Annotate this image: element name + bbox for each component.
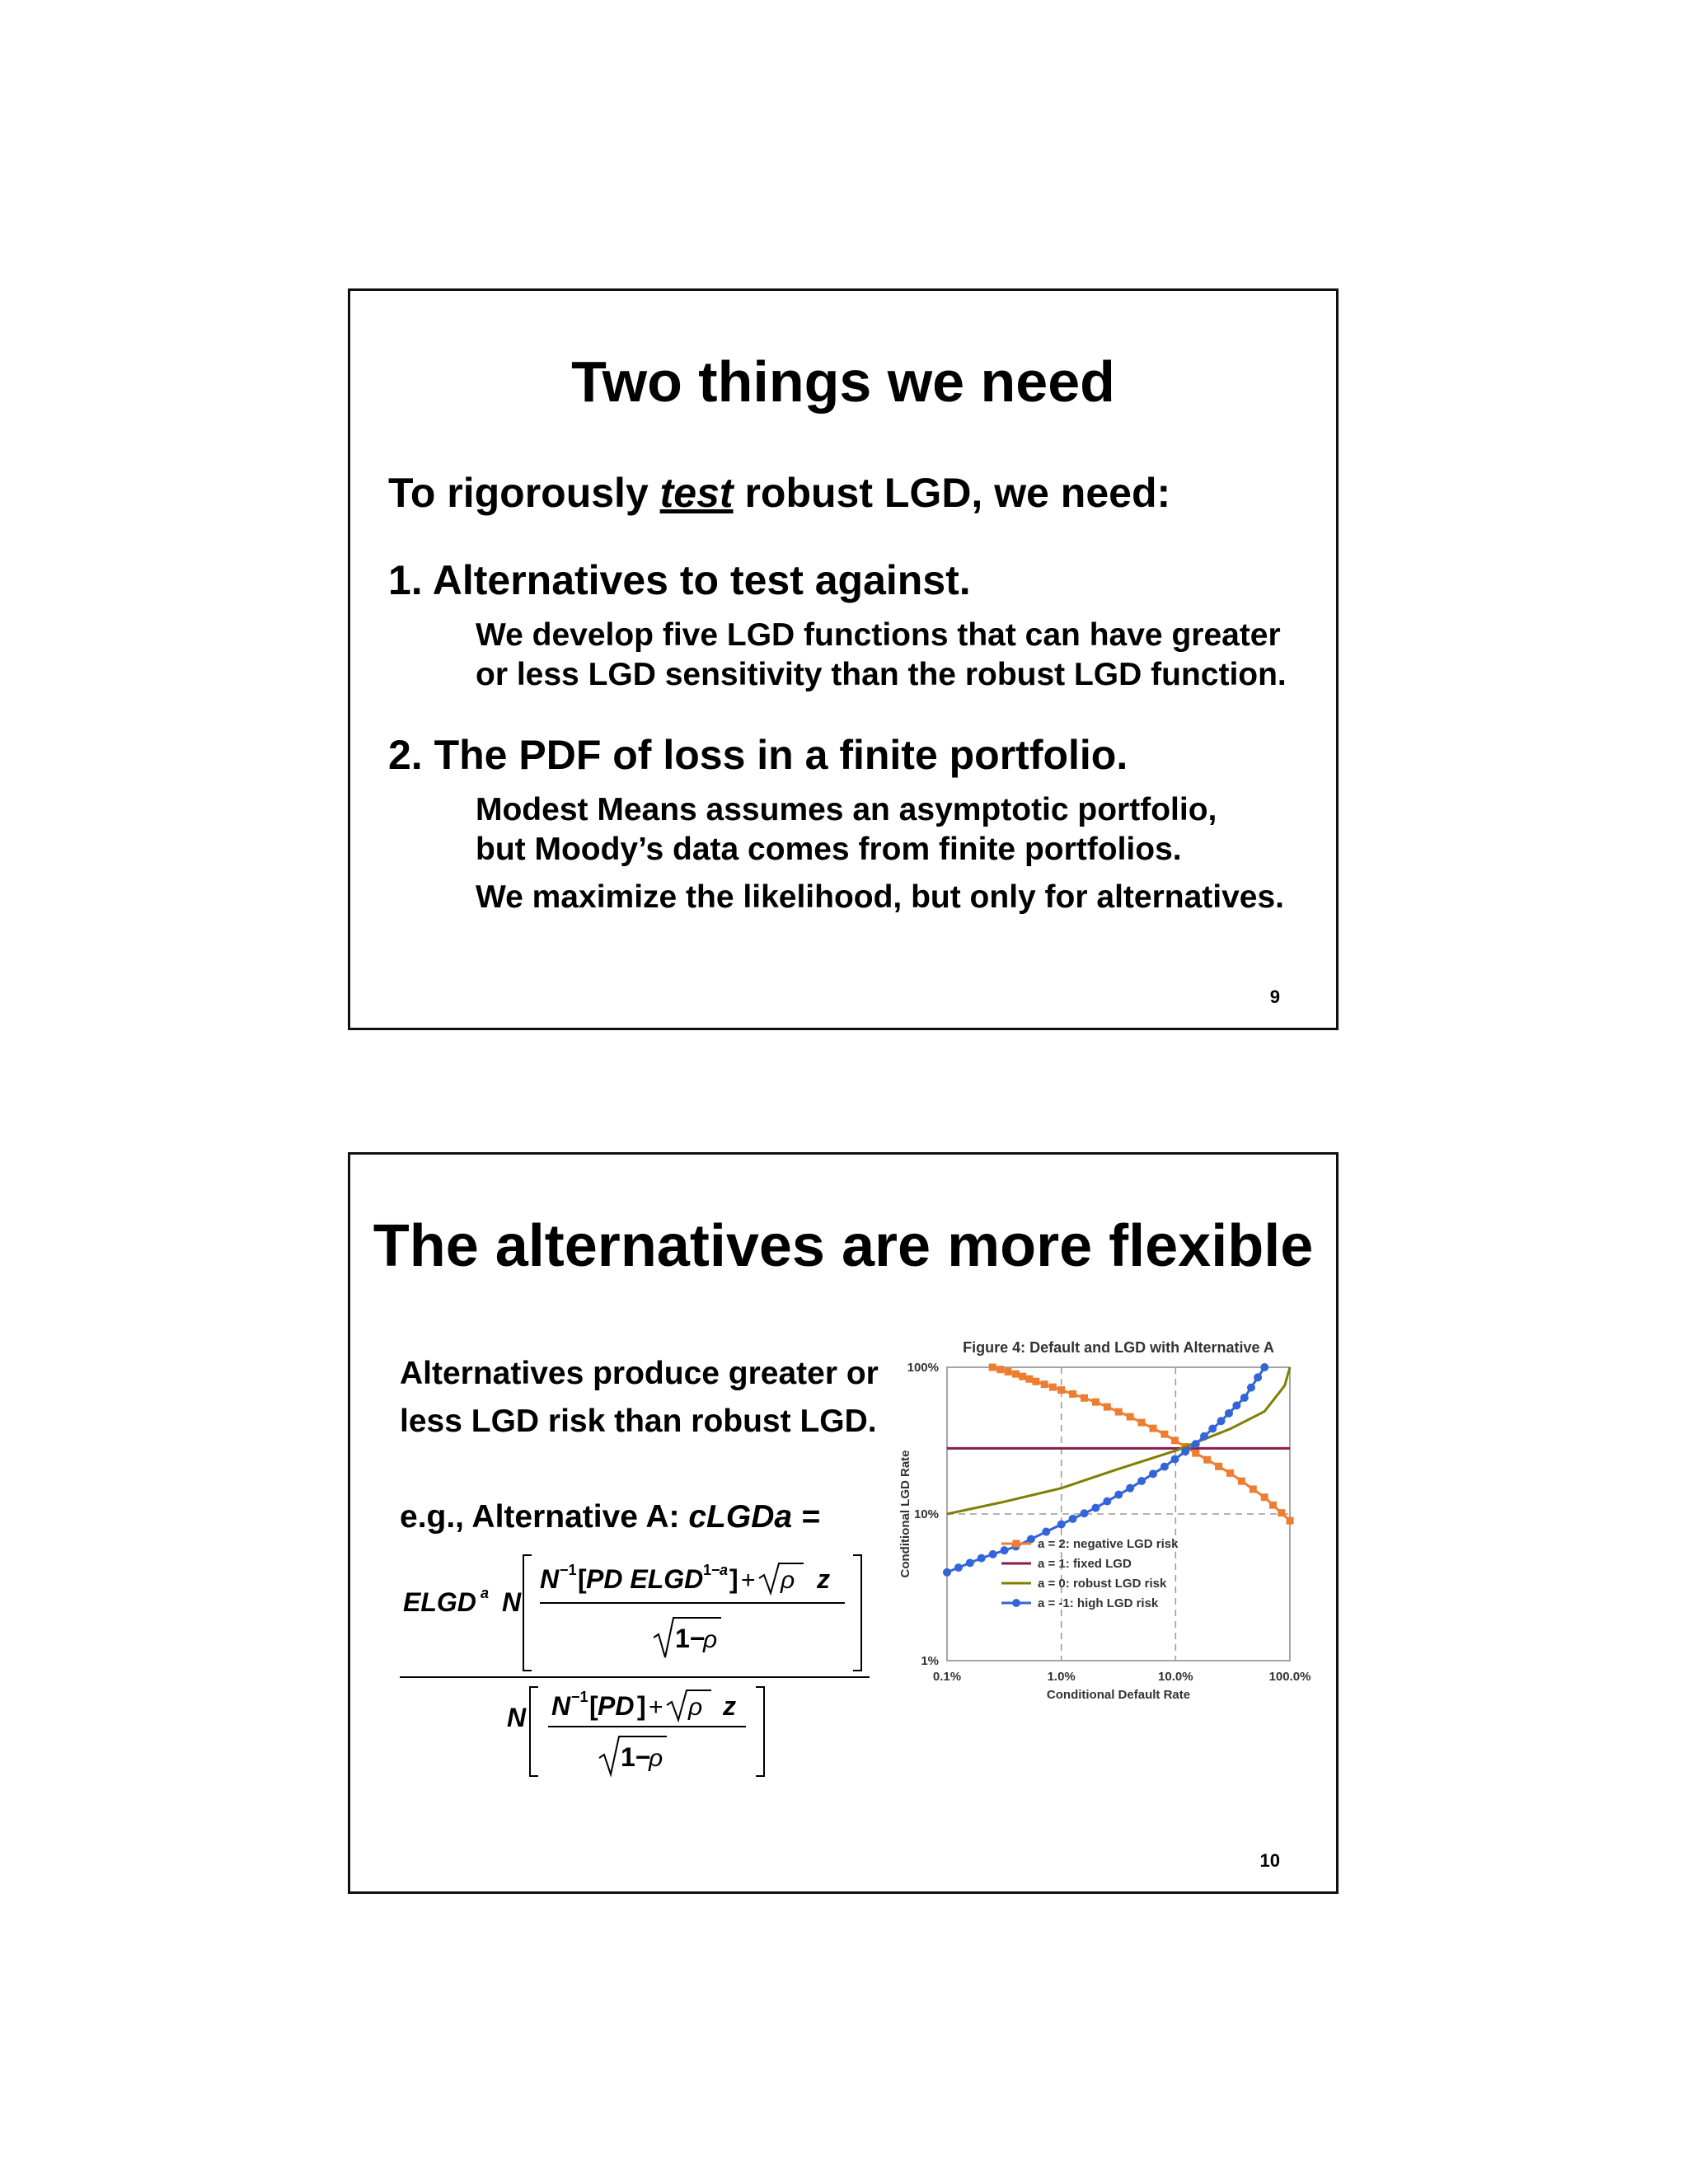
svg-text:ρ: ρ [688,1694,703,1721]
intro-line [388,469,1170,517]
data-point [1160,1431,1168,1438]
svg-text:ρ: ρ [703,1626,718,1653]
data-point [1226,1469,1234,1477]
body-line-1: Alternatives produce greater or [400,1356,879,1391]
data-point [1115,1408,1123,1416]
data-point [1091,1504,1100,1512]
svg-text:a: a [720,1562,729,1578]
data-point [1217,1417,1226,1425]
svg-text:PD: PD [598,1691,635,1721]
data-point [1160,1463,1169,1471]
data-point [989,1364,996,1371]
svg-text:ELGD: ELGD [403,1587,476,1617]
data-point [1261,1493,1268,1501]
figure-4-chart [894,1328,1323,1715]
intro-emphasis: test [659,470,734,516]
data-point [1287,1517,1294,1525]
series-line-0 [992,1367,1290,1521]
slide-title: Two things we need [571,349,1115,414]
data-point [1232,1401,1240,1409]
data-point [943,1568,951,1577]
data-point [1203,1456,1211,1464]
data-point [1114,1491,1123,1499]
item-1-sub-1: We develop five LGD functions that can have greater [476,617,1281,653]
intro-pre: To rigorously [388,470,660,516]
svg-text:]: ] [729,1564,738,1594]
legend-label: a = 2: negative LGD risk [1038,1537,1179,1551]
data-point [1104,1404,1111,1411]
intro-post: robust LGD, we need: [733,470,1171,516]
legend-label: a = 1: fixed LGD [1038,1557,1132,1571]
data-point [1005,1368,1012,1376]
svg-text:z: z [817,1564,830,1594]
x-tick-label: 10.0% [1158,1670,1193,1684]
data-point [1192,1440,1200,1448]
data-point [978,1554,986,1563]
data-point [1247,1384,1255,1392]
x-tick-label: 100.0% [1268,1670,1311,1684]
data-point [1238,1478,1245,1485]
x-axis-label: Conditional Default Rate [1046,1688,1191,1702]
svg-text:+: + [649,1694,663,1721]
item-2-sub-3: We maximize the likelihood, but only for alternatives. [476,879,1284,915]
svg-text:[: [ [578,1564,587,1594]
data-point [1126,1484,1134,1493]
example-line [400,1499,820,1535]
svg-text:N: N [507,1703,527,1732]
data-point [1181,1447,1189,1455]
svg-text:N: N [502,1587,522,1617]
data-point [1269,1502,1277,1509]
svg-text:PD ELGD: PD ELGD [586,1564,704,1594]
item-2-sub-2: but Moody’s data comes from finite portfolios. [476,832,1182,867]
chart-svg [894,1328,1323,1715]
slide-9 [348,288,1339,1030]
svg-text:]: ] [637,1691,646,1721]
data-point [1019,1373,1026,1380]
data-point [1192,1450,1199,1457]
data-point [1057,1521,1066,1529]
item-1-sub-2: or less LGD sensitivity than the robust LGD function. [476,657,1287,692]
data-point [996,1366,1004,1373]
data-point [1027,1535,1035,1544]
svg-text:−1: −1 [571,1689,588,1705]
data-point [1278,1509,1285,1516]
data-point [1240,1394,1249,1402]
y-axis-label: Conditional LGD Rate [898,1450,912,1578]
data-point [1208,1425,1217,1433]
data-point [1069,1390,1076,1398]
data-point [1041,1380,1048,1388]
legend-marker [1013,1540,1020,1548]
y-tick-label: 100% [907,1361,939,1375]
svg-text:ρ: ρ [649,1745,663,1772]
data-point [1138,1419,1146,1427]
data-point [989,1550,997,1558]
svg-text:+: + [741,1567,756,1594]
x-tick-label: 1.0% [1047,1670,1076,1684]
svg-text:ρ: ρ [781,1567,795,1594]
data-point [1042,1528,1050,1536]
legend-marker [1012,1599,1020,1607]
svg-text:1−: 1− [621,1742,651,1772]
data-point [1001,1546,1009,1554]
data-point [966,1558,974,1567]
formula-graphic [400,1547,878,1778]
slide-10 [348,1152,1339,1894]
data-point [954,1563,963,1572]
data-point [1225,1409,1233,1418]
data-point [1080,1509,1088,1517]
data-point [1032,1378,1039,1385]
legend-label: a = 0: robust LGD risk [1038,1577,1167,1591]
y-tick-label: 10% [913,1507,939,1521]
data-point [1149,1469,1157,1478]
page-number: 9 [1269,987,1280,1007]
svg-text:[: [ [589,1691,598,1721]
data-point [1012,1371,1020,1378]
data-point [1215,1463,1222,1470]
svg-text:a: a [481,1585,490,1601]
example-pre: e.g., Alternative A: [400,1499,689,1535]
data-point [1092,1399,1100,1406]
data-point [1049,1384,1057,1391]
data-point [1200,1432,1208,1441]
item-1-heading: 1. Alternatives to test against. [388,557,971,603]
x-tick-label: 0.1% [932,1670,962,1684]
legend-label: a = -1: high LGD risk [1038,1596,1159,1610]
example-formula-label: cLGDa = [688,1499,820,1535]
data-point [1260,1363,1268,1371]
svg-text:1−: 1− [703,1562,720,1578]
data-point [1081,1394,1088,1402]
svg-text:1−: 1− [675,1624,706,1653]
data-point [1149,1425,1156,1432]
data-point [1069,1515,1077,1523]
item-2-sub-1: Modest Means assumes an asymptotic portfolio, [476,792,1217,827]
chart-title: Figure 4: Default and LGD with Alternative A [963,1339,1274,1356]
y-tick-label: 1% [921,1654,939,1668]
page-number: 10 [1259,1850,1280,1871]
data-point [1057,1386,1065,1394]
data-point [1025,1376,1033,1383]
data-point [1250,1485,1257,1493]
svg-text:−1: −1 [560,1562,577,1578]
item-2-heading: 2. The PDF of loss in a finite portfolio. [388,732,1128,778]
body-line-2: less LGD risk than robust LGD. [400,1404,877,1439]
data-point [1103,1497,1111,1506]
slide-title: The alternatives are more flexible [373,1213,1314,1279]
data-point [1254,1373,1262,1381]
data-point [1171,1455,1179,1463]
data-point [1127,1413,1134,1421]
svg-text:N: N [540,1564,560,1594]
data-point [1137,1477,1146,1485]
data-point [1171,1436,1179,1444]
svg-text:N: N [551,1691,571,1721]
svg-text:z: z [723,1691,736,1721]
